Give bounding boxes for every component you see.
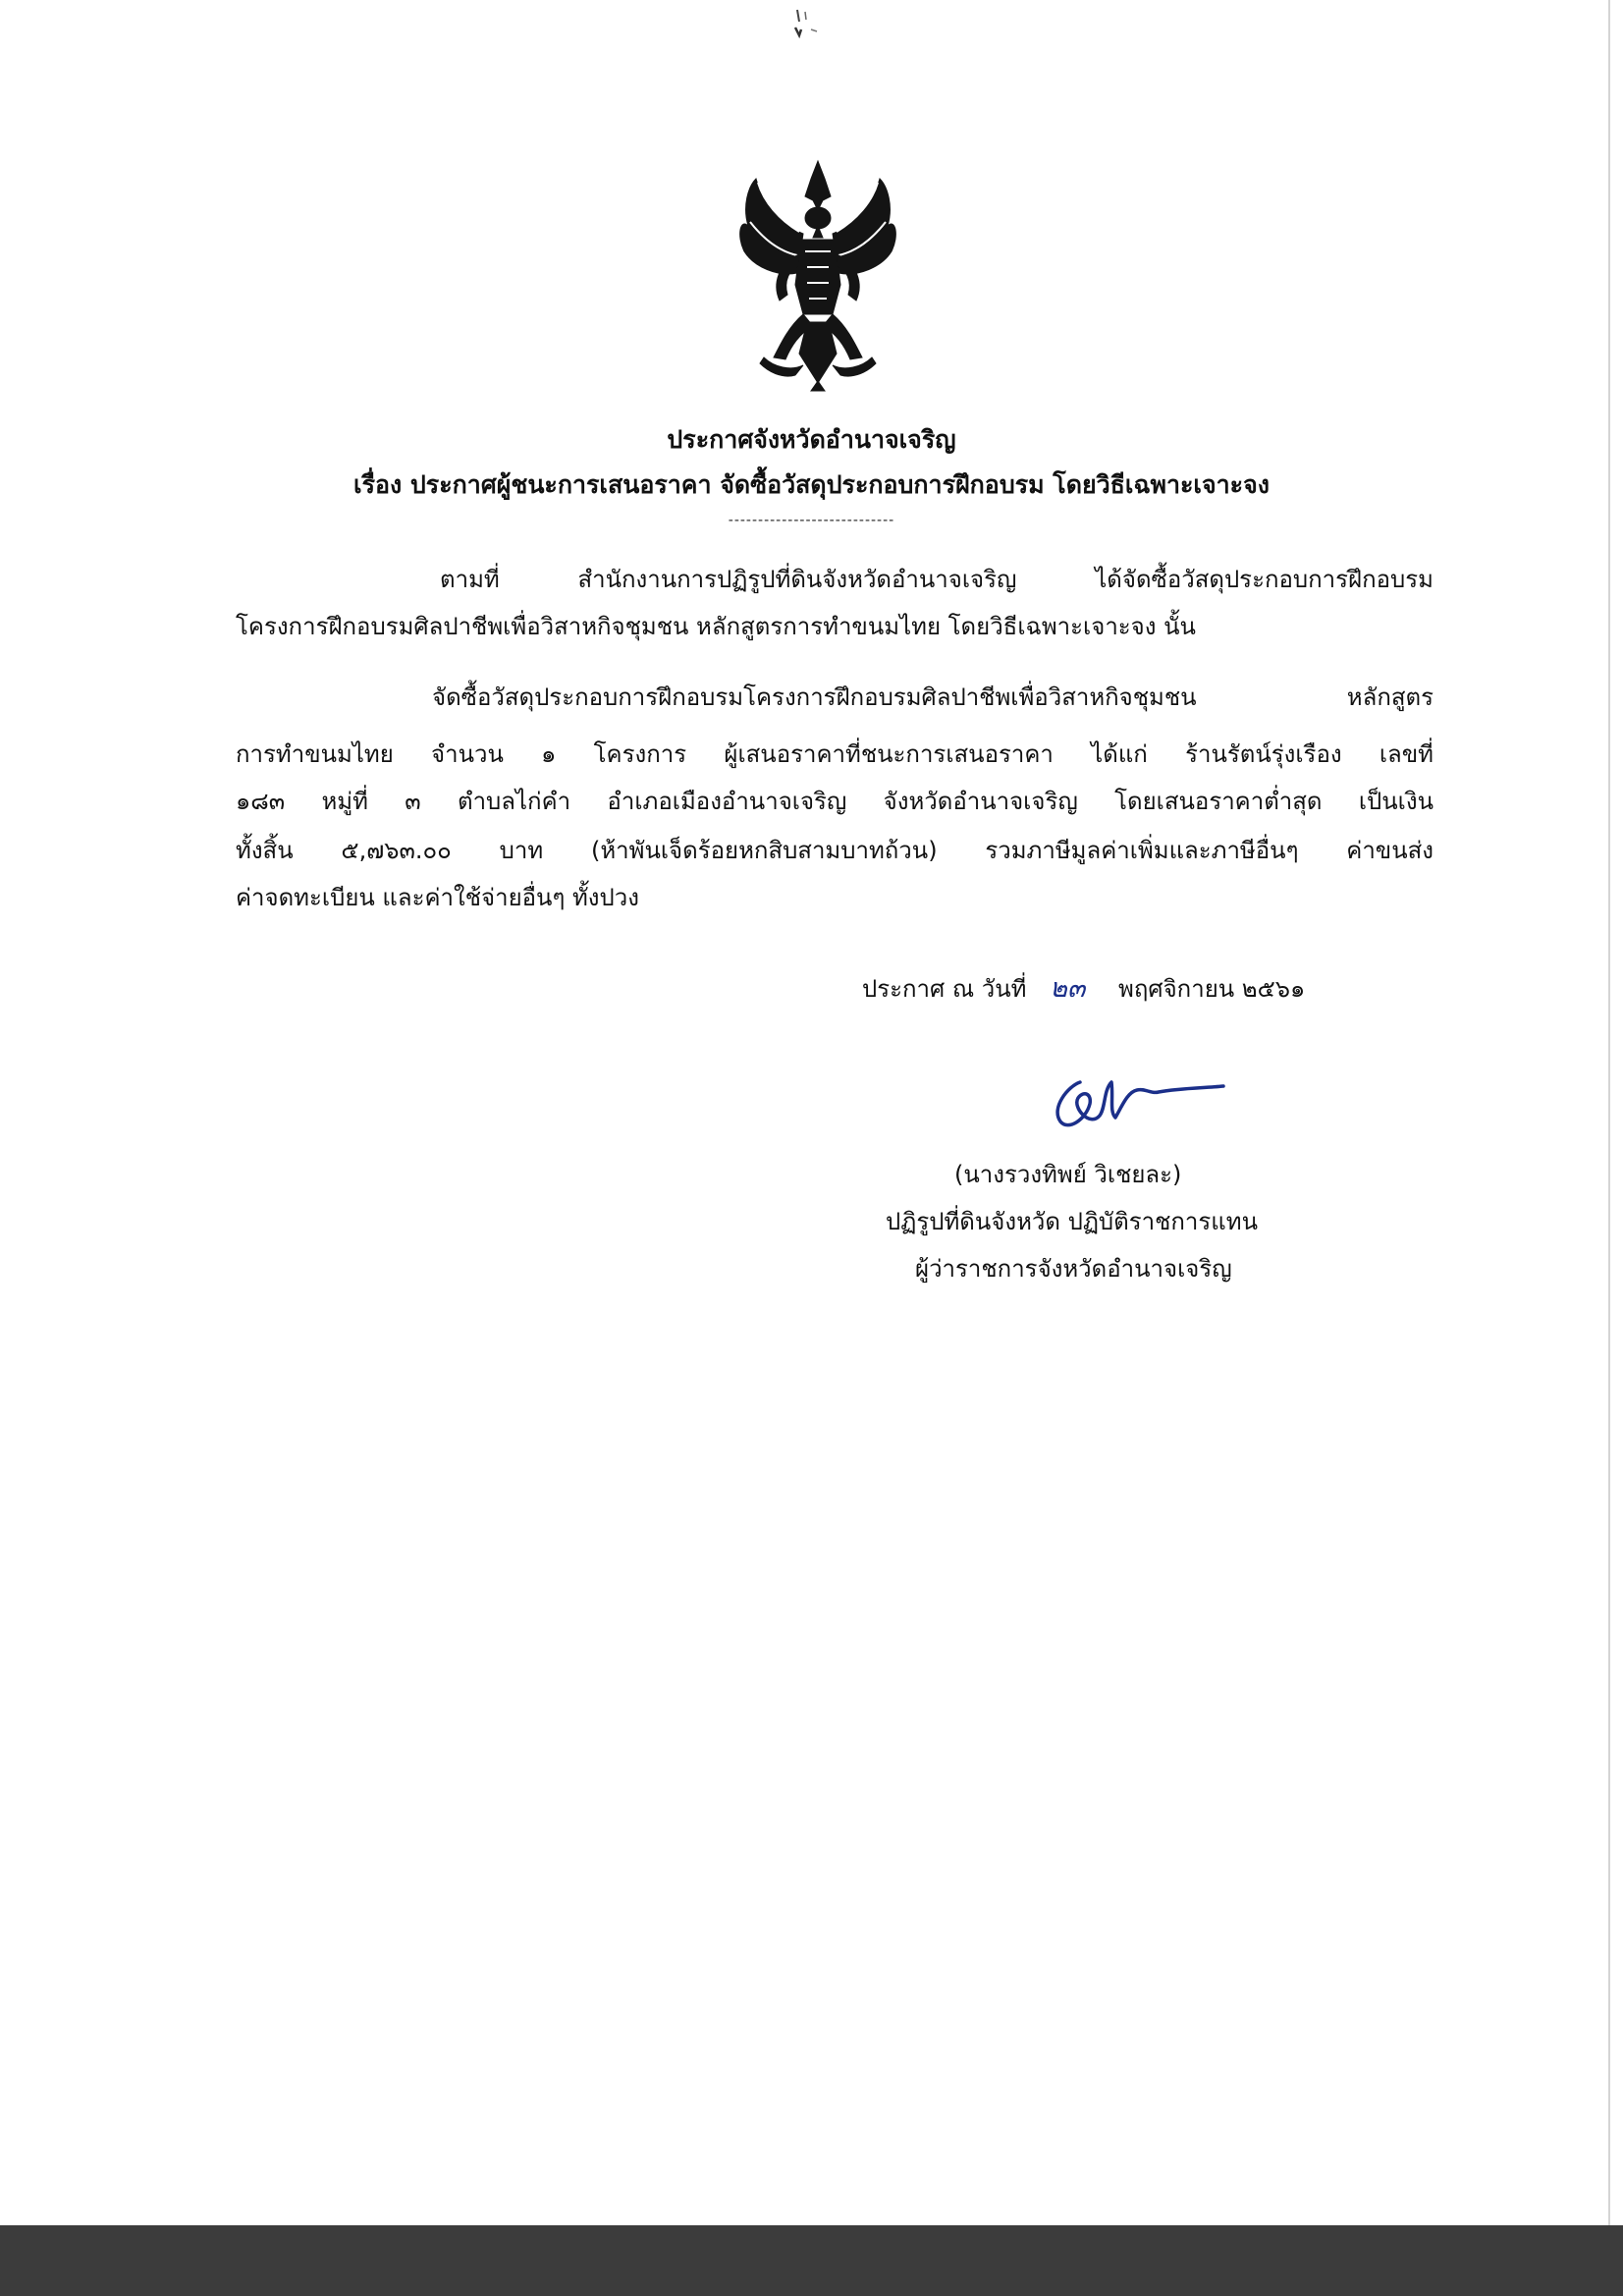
handwritten-day: ๒๓: [1050, 973, 1086, 1004]
announcement-subject: เรื่อง ประกาศผู้ชนะการเสนอราคา จัดซื้อวัสดุประกอบการฝึกอบรม โดยวิธีเฉพาะเจาะจง: [353, 470, 1270, 499]
scan-artifact-icon: [791, 8, 821, 39]
title-separator: ----------------------------: [728, 513, 895, 528]
paragraph2-line1: จัดซื้อวัสดุประกอบการฝึกอบรมโครงการฝึกอบรมศิลปาชีพเพื่อวิสาหกิจชุมชน หลักสูตร: [432, 683, 1434, 711]
date-month-year: พฤศจิกายน ๒๕๖๑: [1118, 975, 1306, 1003]
handwritten-signature-icon: [1043, 1068, 1239, 1137]
signatory-position-line1: ปฏิรูปที่ดินจังหวัด ปฏิบัติราชการแทน: [886, 1208, 1258, 1235]
paragraph1-line1: ตามที่ สำนักงานการปฏิรูปที่ดินจังหวัดอำนาจเจริญ ได้จัดซื้อวัสดุประกอบการฝึกอบรม: [440, 566, 1434, 593]
paragraph2-line5: ค่าจดทะเบียน และค่าใช้จ่ายอื่นๆ ทั้งปวง: [236, 884, 639, 911]
garuda-emblem-icon: [734, 157, 901, 393]
paragraph2-line4: ทั้งสิ้น ๕,๗๖๓.๐๐ บาท (ห้าพันเจ็ดร้อยหกสิบสามบาทถ้วน) รวมภาษีมูลค่าเพิ่มและภาษีอื่นๆ ค่าขนส่ง: [236, 837, 1434, 864]
scan-bottom-border: [0, 2225, 1623, 2296]
paragraph2-line2: การทำขนมไทย จำนวน ๑ โครงการ ผู้เสนอราคาที่ชนะการเสนอราคา ได้แก่ ร้านรัตน์รุ่งเรือง เลขที่: [236, 740, 1434, 768]
page-edge: [1608, 0, 1610, 2296]
date-prefix: ประกาศ ณ วันที่: [862, 975, 1027, 1003]
announcement-date: [862, 968, 1305, 1017]
announcement-title: ประกาศจังหวัดอำนาจเจริญ: [667, 425, 956, 454]
paragraph2-line3: ๑๘๓ หมู่ที่ ๓ ตำบลไก่คำ อำเภอเมืองอำนาจเจริญ จังหวัดอำนาจเจริญ โดยเสนอราคาต่ำสุด เป็นเงิน: [236, 788, 1434, 815]
signatory-name: (นางรวงทิพย์ วิเชยละ): [954, 1161, 1182, 1188]
signatory-position-line2: ผู้ว่าราชการจังหวัดอำนาจเจริญ: [915, 1255, 1232, 1283]
paragraph1-line2: โครงการฝึกอบรมศิลปาชีพเพื่อวิสาหกิจชุมชน หลักสูตรการทำขนมไทย โดยวิธีเฉพาะเจาะจง นั้น: [236, 613, 1196, 640]
